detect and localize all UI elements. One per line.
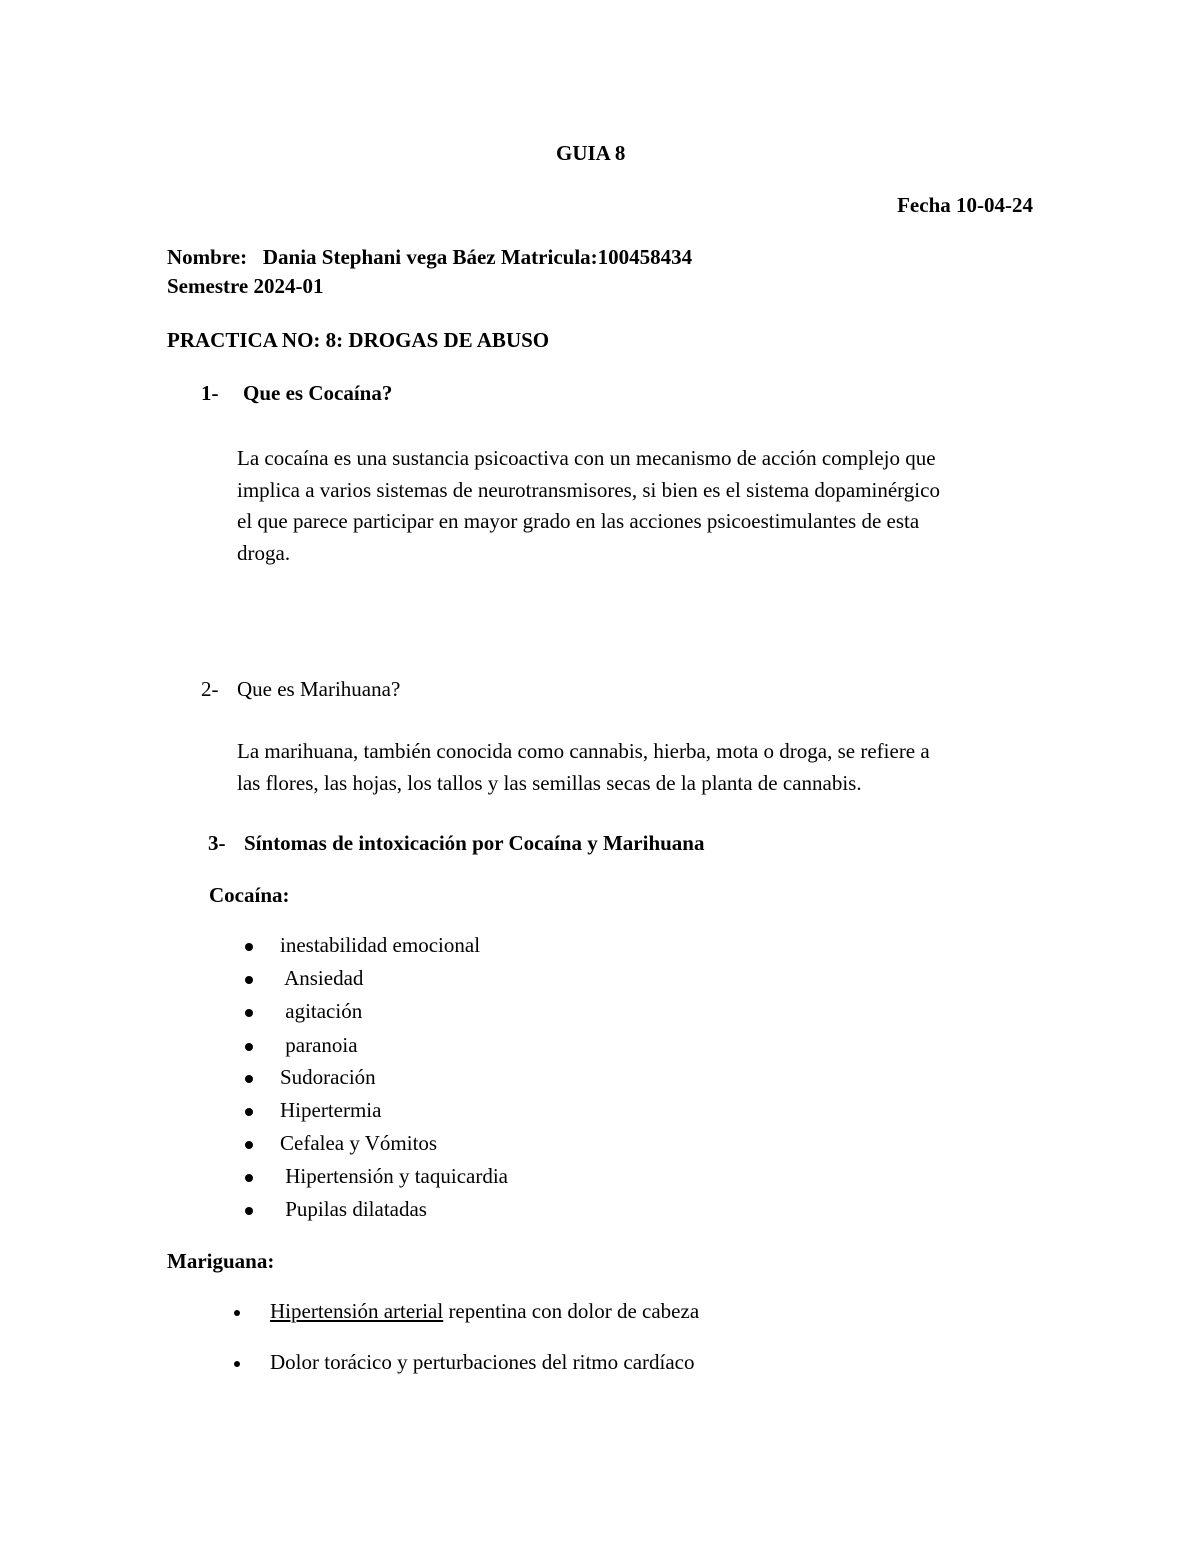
symptom-text: Ansiedad	[280, 966, 364, 990]
bullet-icon	[245, 1207, 253, 1215]
underlined-term: Hipertensión arterial	[270, 1299, 444, 1323]
symptom-text: paranoia	[280, 1033, 358, 1057]
q3-number: 3-	[208, 831, 226, 855]
symptom-text: Pupilas dilatadas	[280, 1197, 427, 1221]
bullet-icon	[245, 1108, 253, 1116]
symptom-text: Dolor torácico y perturbaciones del ritmo cardíaco	[270, 1350, 695, 1374]
q1-answer-line: droga.	[237, 540, 291, 565]
q3-question: Síntomas de intoxicación por Cocaína y Marihuana	[244, 831, 705, 855]
bullet-icon	[234, 1361, 240, 1367]
bullet-icon	[245, 1043, 253, 1051]
name-value: Dania Stephani vega Báez Matricula:100458434	[262, 245, 693, 269]
q2-answer	[237, 736, 1037, 799]
symptom-text: Hipertensión y taquicardia	[280, 1164, 509, 1188]
symptom-text: Cefalea y Vómitos	[280, 1131, 438, 1155]
bullet-icon	[245, 1075, 253, 1083]
document-title: GUIA 8	[556, 141, 626, 165]
bullet-icon	[245, 943, 253, 951]
marijuana-heading: Mariguana:	[167, 1249, 275, 1273]
symptom-text: Sudoración	[280, 1065, 376, 1089]
cocaine-heading: Cocaína:	[209, 883, 290, 907]
bullet-icon	[234, 1310, 240, 1316]
bullet-icon	[245, 976, 253, 984]
q2-answer-line: La marihuana, también conocida como cannabis, hierba, mota o droga, se refiere a	[237, 739, 930, 763]
q1-question: Que es Cocaína?	[243, 381, 393, 405]
symptom-text	[270, 1299, 699, 1324]
bullet-icon	[245, 1141, 253, 1149]
practice-title: PRACTICA NO: 8: DROGAS DE ABUSO	[167, 328, 550, 352]
bullet-icon	[245, 1009, 253, 1017]
q2-question: Que es Marihuana?	[237, 677, 401, 701]
symptom-text: agitación	[280, 999, 363, 1023]
q2-answer-line: las flores, las hojas, los tallos y las semillas secas de la planta de cannabis.	[237, 770, 862, 795]
q1-answer-line: el que parece participar en mayor grado en las acciones psicoestimulantes de esta	[237, 509, 920, 533]
q2-number: 2-	[201, 677, 219, 701]
q1-number: 1-	[201, 381, 219, 405]
q1-answer-line: La cocaína es una sustancia psicoactiva con un mecanismo de acción complejo que	[237, 446, 936, 470]
bullet-icon	[245, 1174, 253, 1182]
q1-answer-line: implica a varios sistemas de neurotransmisores, si bien es el sistema dopaminérgico	[237, 477, 940, 502]
student-name-line	[167, 245, 692, 270]
q1-answer	[237, 443, 1037, 569]
symptom-rest: repentina con dolor de cabeza	[443, 1299, 700, 1323]
symptom-text: Hipertermia	[280, 1098, 382, 1122]
name-label: Nombre:	[167, 245, 248, 269]
symptom-text: inestabilidad emocional	[280, 933, 481, 957]
document-date: Fecha 10-04-24	[897, 193, 1033, 217]
semester-line: Semestre 2024-01	[167, 274, 324, 298]
